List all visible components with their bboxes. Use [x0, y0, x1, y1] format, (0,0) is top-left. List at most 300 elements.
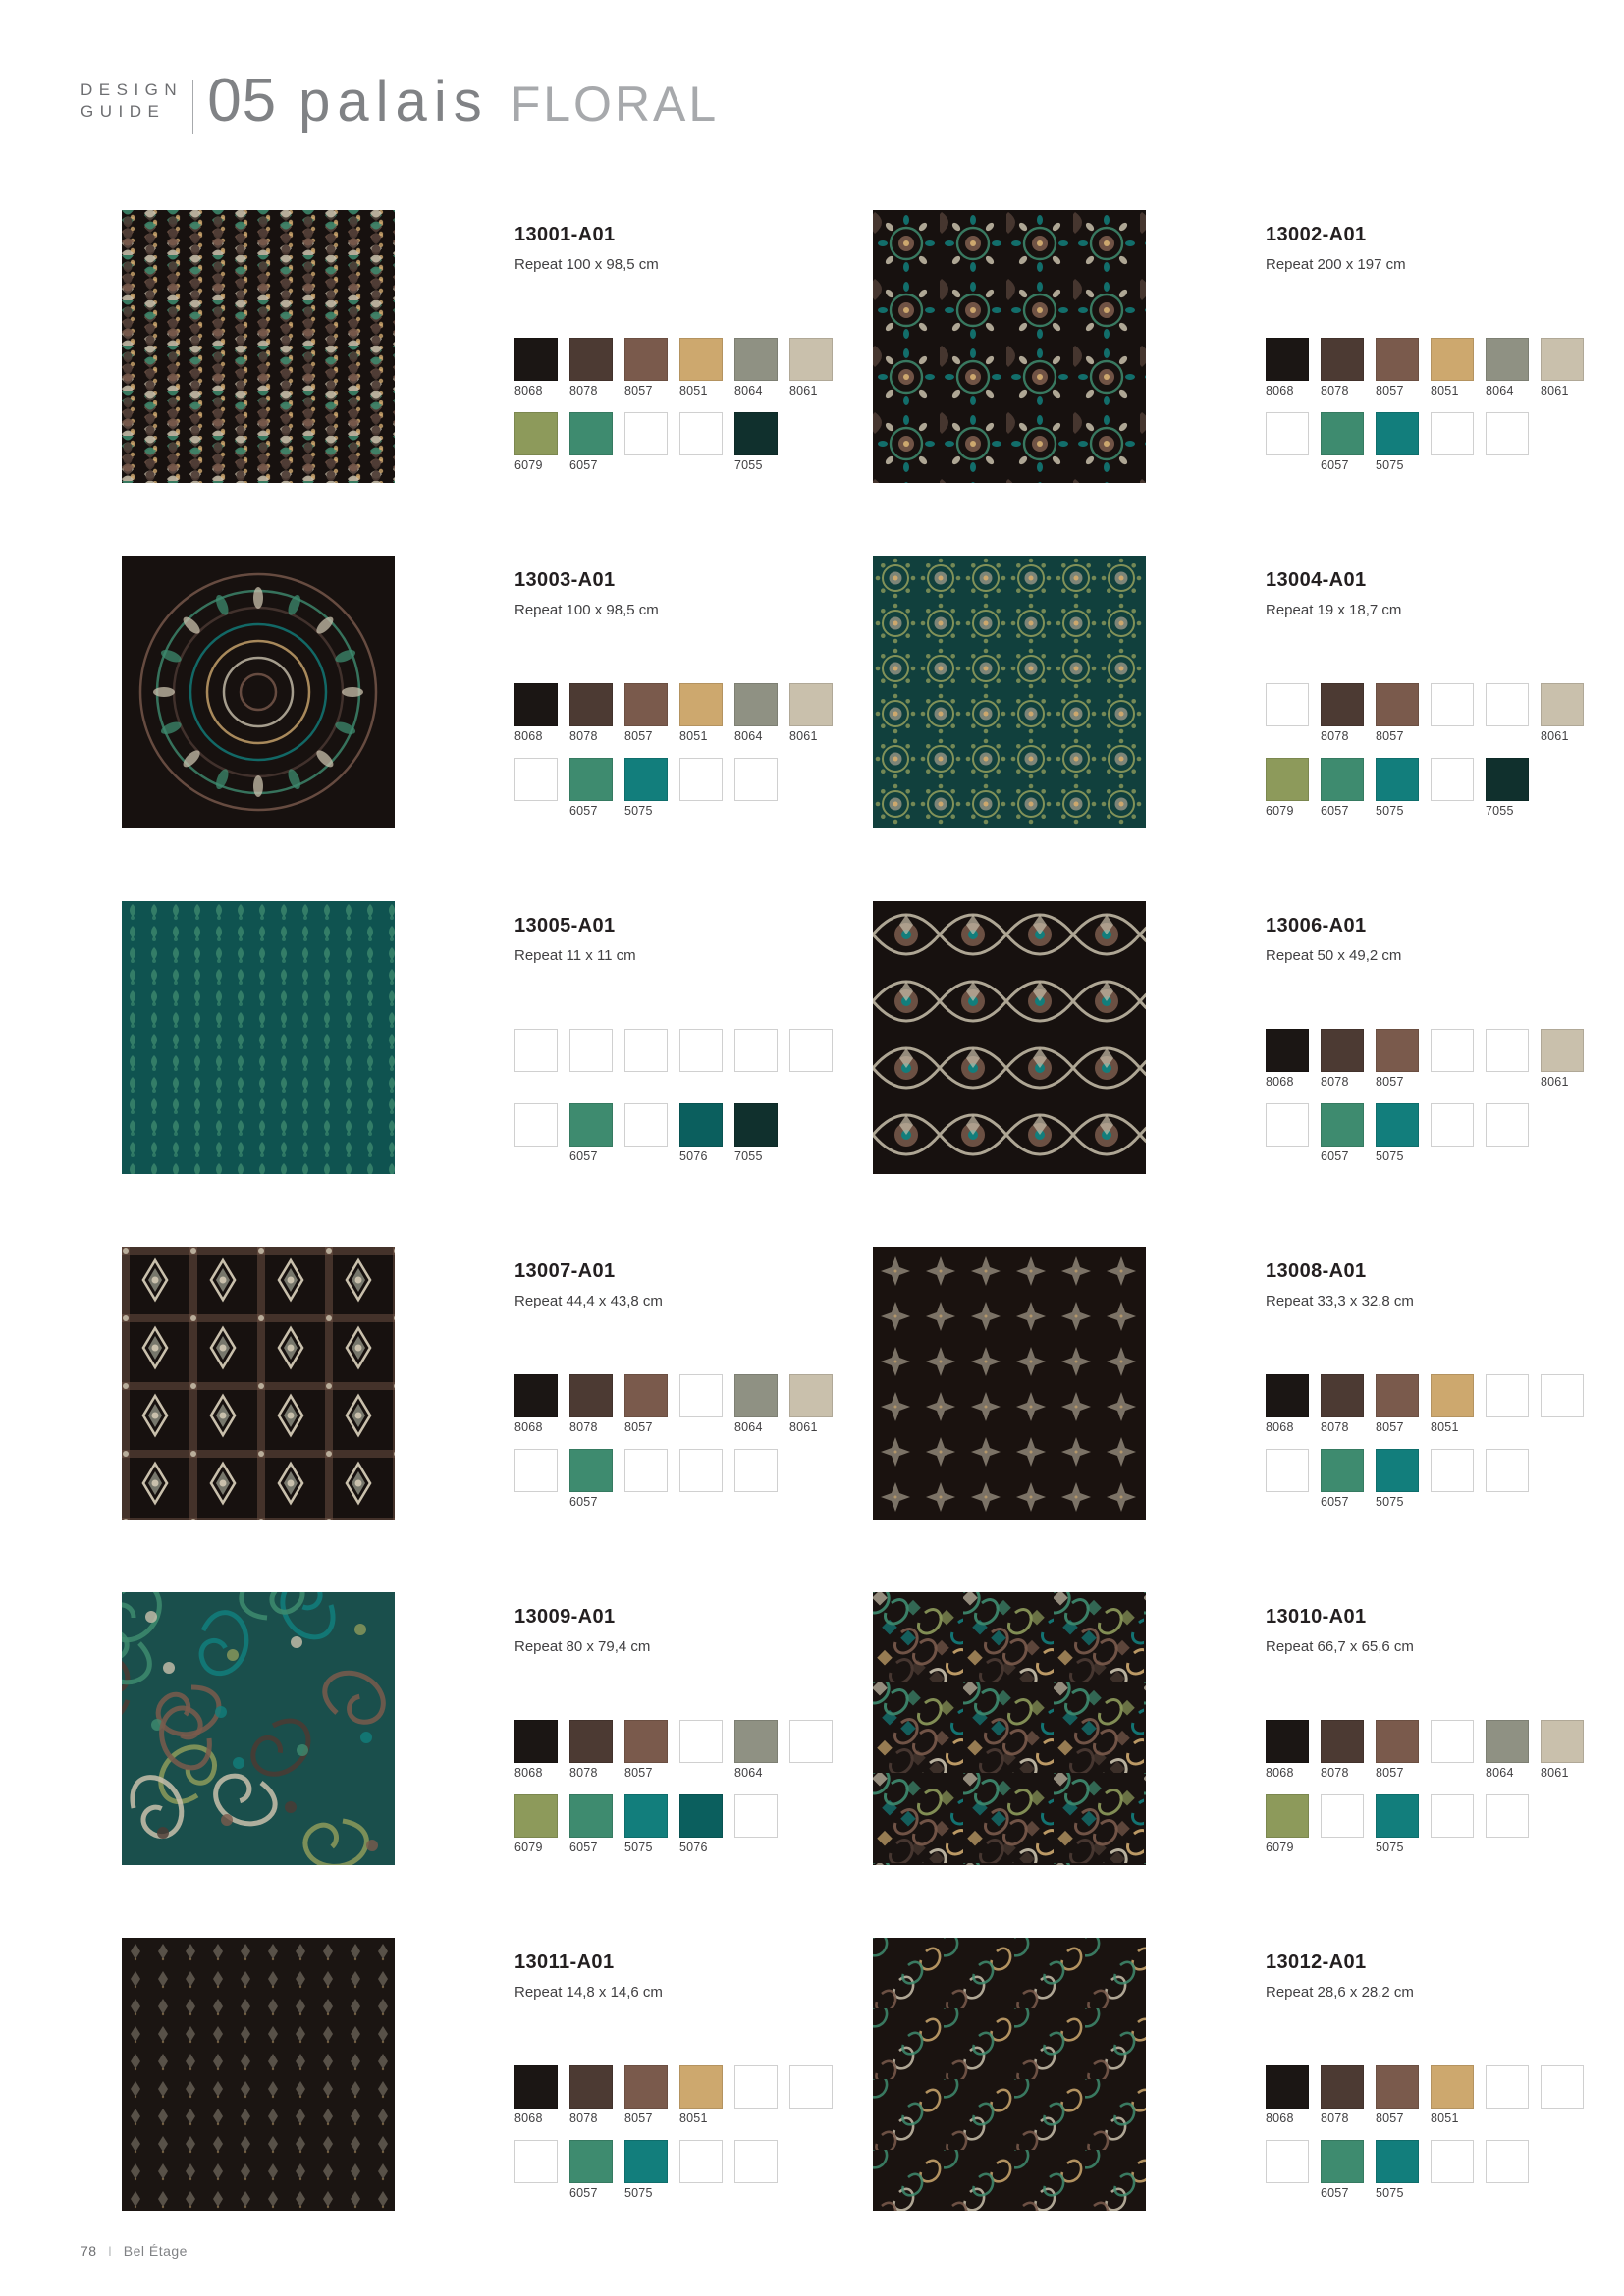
color-chip[interactable]	[1431, 1720, 1474, 1763]
pattern-code: 13006-A01	[1266, 915, 1367, 936]
color-chip[interactable]	[514, 683, 558, 726]
color-chip[interactable]	[1376, 412, 1419, 455]
color-chip-label: 5075	[1376, 458, 1404, 472]
pattern-info	[395, 1247, 873, 1592]
color-chip-cell	[1376, 1029, 1426, 1090]
pattern-swatch-image[interactable]	[122, 210, 395, 483]
color-chip[interactable]	[1486, 1794, 1529, 1838]
color-chip[interactable]	[569, 1029, 613, 1072]
color-chip-label: 8051	[679, 384, 708, 398]
color-chip[interactable]	[624, 412, 668, 455]
color-chip-label: 8051	[679, 2111, 708, 2125]
color-chip[interactable]	[1486, 1449, 1529, 1492]
color-chip[interactable]	[679, 758, 723, 801]
color-chip-cell	[1266, 1449, 1316, 1510]
color-chip[interactable]	[734, 338, 778, 381]
color-chip-label: 8068	[1266, 1766, 1294, 1780]
colorway-list	[514, 1720, 844, 1855]
color-chip[interactable]	[1376, 758, 1419, 801]
pattern-info	[1146, 1938, 1624, 2283]
color-chip-cell	[1431, 412, 1481, 473]
color-chip[interactable]	[1321, 338, 1364, 381]
color-chip[interactable]	[624, 1103, 668, 1147]
color-chip[interactable]	[1486, 1720, 1529, 1763]
color-chip-label: 8078	[569, 729, 598, 743]
color-chip[interactable]	[789, 1029, 833, 1072]
color-chip-label: 8057	[1376, 1766, 1404, 1780]
color-chip[interactable]	[1376, 1720, 1419, 1763]
color-chip-cell	[569, 1449, 620, 1510]
color-chip-label: 8057	[1376, 1420, 1404, 1434]
color-chip-cell	[1376, 1374, 1426, 1435]
color-chip[interactable]	[1376, 1103, 1419, 1147]
color-chip[interactable]	[1486, 2140, 1529, 2183]
color-chip[interactable]	[1376, 1794, 1419, 1838]
pattern-info	[1146, 901, 1624, 1247]
color-chip[interactable]	[734, 1720, 778, 1763]
pattern-info	[1146, 556, 1624, 901]
color-chip-label: 8051	[1431, 1420, 1459, 1434]
color-chip[interactable]	[1486, 338, 1529, 381]
color-chip-cell	[789, 338, 839, 399]
color-chip[interactable]	[569, 338, 613, 381]
color-chip-cell	[734, 1720, 785, 1781]
color-chip[interactable]	[1431, 1374, 1474, 1417]
pattern-grid	[0, 210, 1624, 2283]
color-chip[interactable]	[1376, 1449, 1419, 1492]
colorway-list	[514, 2065, 844, 2201]
color-chip[interactable]	[514, 758, 558, 801]
color-chip-cell	[1321, 1449, 1371, 1510]
color-chip[interactable]	[734, 758, 778, 801]
color-chip[interactable]	[734, 683, 778, 726]
color-chip-cell	[789, 683, 839, 744]
color-chip[interactable]	[1486, 1374, 1529, 1417]
color-chip-cell	[1486, 683, 1536, 744]
color-chip-cell	[569, 1029, 620, 1090]
colorway-row-2	[514, 1794, 844, 1855]
colorway-row-1	[1266, 1029, 1596, 1090]
color-chip-label: 7055	[734, 1149, 763, 1163]
pattern-swatch-image[interactable]	[873, 1938, 1146, 2211]
color-chip[interactable]	[624, 1374, 668, 1417]
color-chip[interactable]	[1266, 1794, 1309, 1838]
color-chip[interactable]	[514, 1449, 558, 1492]
color-chip-cell	[679, 758, 730, 819]
color-chip[interactable]	[569, 1374, 613, 1417]
color-chip[interactable]	[679, 1449, 723, 1492]
color-chip-label: 6079	[1266, 804, 1294, 818]
color-chip[interactable]	[569, 1794, 613, 1838]
pattern-swatch-image[interactable]	[122, 556, 395, 828]
color-chip-cell	[1431, 338, 1481, 399]
color-chip-cell	[679, 1029, 730, 1090]
color-chip-cell	[1376, 683, 1426, 744]
color-chip[interactable]	[734, 1029, 778, 1072]
color-chip[interactable]	[1321, 1029, 1364, 1072]
color-chip[interactable]	[1376, 2065, 1419, 2109]
color-chip[interactable]	[679, 1103, 723, 1147]
color-chip[interactable]	[1376, 338, 1419, 381]
pattern-repeat: Repeat 14,8 x 14,6 cm	[514, 1984, 663, 2001]
color-chip-cell	[679, 683, 730, 744]
pattern-repeat: Repeat 66,7 x 65,6 cm	[1266, 1638, 1414, 1655]
color-chip-cell	[1321, 1103, 1371, 1164]
color-chip[interactable]	[1266, 1029, 1309, 1072]
color-chip-cell	[1431, 1449, 1481, 1510]
pattern-graphic	[873, 1247, 1146, 1520]
color-chip[interactable]	[679, 2140, 723, 2183]
colorway-row-1	[514, 1029, 844, 1090]
pattern-swatch-image[interactable]	[873, 556, 1146, 828]
color-chip-cell	[789, 1029, 839, 1090]
color-chip-label: 8068	[514, 2111, 543, 2125]
pattern-graphic	[122, 1592, 395, 1865]
color-chip[interactable]	[624, 2140, 668, 2183]
color-chip-cell	[1266, 1029, 1316, 1090]
pattern-repeat: Repeat 44,4 x 43,8 cm	[514, 1293, 663, 1309]
color-chip[interactable]	[679, 338, 723, 381]
color-chip[interactable]	[1431, 2065, 1474, 2109]
color-chip-cell	[1266, 683, 1316, 744]
color-chip[interactable]	[789, 338, 833, 381]
color-chip[interactable]	[624, 338, 668, 381]
pattern-repeat: Repeat 50 x 49,2 cm	[1266, 947, 1402, 964]
color-chip-cell	[734, 1449, 785, 1510]
color-chip[interactable]	[734, 2140, 778, 2183]
color-chip[interactable]	[1486, 1029, 1529, 1072]
pattern-card	[873, 901, 1624, 1247]
color-chip[interactable]	[734, 1794, 778, 1838]
color-chip-label: 8064	[1486, 1766, 1514, 1780]
color-chip[interactable]	[1266, 412, 1309, 455]
color-chip[interactable]	[1431, 1449, 1474, 1492]
color-chip-cell	[1376, 338, 1426, 399]
color-chip[interactable]	[734, 1103, 778, 1147]
color-chip[interactable]	[1321, 1103, 1364, 1147]
color-chip[interactable]	[734, 1374, 778, 1417]
pattern-repeat: Repeat 11 x 11 cm	[514, 947, 636, 964]
pattern-card	[122, 556, 873, 901]
color-chip[interactable]	[679, 1374, 723, 1417]
color-chip-cell	[1321, 758, 1371, 819]
pattern-row	[0, 1247, 1624, 1592]
pattern-swatch-image[interactable]	[873, 210, 1146, 483]
color-chip-label: 5075	[624, 1841, 653, 1854]
color-chip-cell	[734, 412, 785, 473]
color-chip-cell	[734, 1029, 785, 1090]
color-chip-label: 8078	[569, 1420, 598, 1434]
color-chip[interactable]	[1486, 758, 1529, 801]
color-chip[interactable]	[1431, 758, 1474, 801]
color-chip[interactable]	[624, 2065, 668, 2109]
color-chip-label: 8068	[514, 1420, 543, 1434]
color-chip-cell	[1266, 412, 1316, 473]
pattern-row	[0, 556, 1624, 901]
color-chip[interactable]	[1266, 683, 1309, 726]
pattern-swatch-image[interactable]	[122, 1938, 395, 2211]
color-chip[interactable]	[1486, 1103, 1529, 1147]
color-chip-label: 5075	[624, 2186, 653, 2200]
color-chip-cell	[624, 2065, 675, 2126]
color-chip[interactable]	[1486, 2065, 1529, 2109]
color-chip-cell	[1376, 2140, 1426, 2201]
color-chip[interactable]	[1266, 1103, 1309, 1147]
color-chip[interactable]	[514, 1029, 558, 1072]
color-chip-cell	[1321, 1029, 1371, 1090]
color-chip[interactable]	[734, 412, 778, 455]
color-chip-cell	[1431, 1103, 1481, 1164]
pattern-code: 13010-A01	[1266, 1606, 1367, 1628]
color-chip-cell	[1486, 1029, 1536, 1090]
color-chip[interactable]	[789, 1374, 833, 1417]
color-chip-cell	[514, 1720, 565, 1781]
color-chip-cell	[624, 1029, 675, 1090]
color-chip[interactable]	[1321, 1449, 1364, 1492]
footer-collection: Bel Étage	[123, 2243, 188, 2259]
color-chip[interactable]	[1266, 1374, 1309, 1417]
color-chip[interactable]	[1431, 338, 1474, 381]
color-chip[interactable]	[569, 412, 613, 455]
color-chip[interactable]	[789, 2065, 833, 2109]
color-chip-cell	[514, 2065, 565, 2126]
color-chip-cell	[1266, 1374, 1316, 1435]
color-chip[interactable]	[624, 683, 668, 726]
color-chip[interactable]	[1321, 683, 1364, 726]
color-chip[interactable]	[734, 1449, 778, 1492]
color-chip[interactable]	[1541, 338, 1584, 381]
color-chip-cell	[1376, 1720, 1426, 1781]
color-chip[interactable]	[514, 2140, 558, 2183]
color-chip-label: 8078	[1321, 729, 1349, 743]
page-footer	[81, 2243, 188, 2259]
color-chip[interactable]	[569, 758, 613, 801]
color-chip-cell	[624, 1374, 675, 1435]
pattern-card	[122, 1247, 873, 1592]
color-chip[interactable]	[624, 1029, 668, 1072]
color-chip[interactable]	[1431, 412, 1474, 455]
color-chip[interactable]	[1486, 683, 1529, 726]
color-chip[interactable]	[1266, 1720, 1309, 1763]
color-chip[interactable]	[1266, 338, 1309, 381]
pattern-graphic	[873, 1592, 1146, 1865]
color-chip-label: 5075	[624, 804, 653, 818]
color-chip[interactable]	[1376, 1029, 1419, 1072]
color-chip[interactable]	[734, 2065, 778, 2109]
color-chip-label: 6079	[1266, 1841, 1294, 1854]
color-chip-cell	[1431, 683, 1481, 744]
color-chip[interactable]	[569, 683, 613, 726]
colorway-row-1	[1266, 338, 1596, 399]
color-chip[interactable]	[1321, 1374, 1364, 1417]
color-chip[interactable]	[1541, 1029, 1584, 1072]
color-chip-cell	[679, 338, 730, 399]
color-chip[interactable]	[1431, 2140, 1474, 2183]
color-chip-cell	[569, 2065, 620, 2126]
color-chip[interactable]	[569, 2065, 613, 2109]
pattern-code: 13002-A01	[1266, 224, 1367, 245]
colorway-row-2	[514, 1449, 844, 1510]
pattern-repeat: Repeat 33,3 x 32,8 cm	[1266, 1293, 1414, 1309]
color-chip-label: 7055	[1486, 804, 1514, 818]
pattern-info	[395, 556, 873, 901]
color-chip-label: 8068	[514, 1766, 543, 1780]
colorway-list	[1266, 1374, 1596, 1510]
color-chip-cell	[1321, 1374, 1371, 1435]
color-chip[interactable]	[569, 2140, 613, 2183]
color-chip[interactable]	[1321, 758, 1364, 801]
color-chip-label: 8068	[514, 384, 543, 398]
color-chip-label: 5075	[1376, 1149, 1404, 1163]
color-chip-label: 6057	[569, 1149, 598, 1163]
color-chip[interactable]	[1266, 1449, 1309, 1492]
pattern-code: 13001-A01	[514, 224, 616, 245]
pattern-graphic	[122, 1938, 395, 2211]
color-chip-cell	[734, 683, 785, 744]
color-chip-label: 8068	[1266, 1075, 1294, 1089]
colorway-row-1	[514, 683, 844, 744]
color-chip[interactable]	[1486, 412, 1529, 455]
color-chip-cell	[1431, 2065, 1481, 2126]
pattern-graphic	[873, 1938, 1146, 2211]
color-chip[interactable]	[624, 758, 668, 801]
color-chip-cell	[1266, 2065, 1316, 2126]
color-chip[interactable]	[1541, 683, 1584, 726]
colorway-list	[514, 338, 844, 473]
color-chip[interactable]	[1266, 2140, 1309, 2183]
color-chip[interactable]	[1541, 1720, 1584, 1763]
colorway-row-1	[514, 2065, 844, 2126]
color-chip[interactable]	[1431, 683, 1474, 726]
colorway-row-1	[1266, 683, 1596, 744]
color-chip[interactable]	[514, 1374, 558, 1417]
color-chip-cell	[679, 1720, 730, 1781]
color-chip-cell	[624, 338, 675, 399]
color-chip[interactable]	[624, 1794, 668, 1838]
color-chip[interactable]	[569, 1720, 613, 1763]
color-chip[interactable]	[679, 1720, 723, 1763]
colorway-row-2	[514, 758, 844, 819]
color-chip-label: 8061	[1541, 384, 1569, 398]
color-chip[interactable]	[569, 1449, 613, 1492]
color-chip-cell	[1321, 412, 1371, 473]
pattern-code: 13009-A01	[514, 1606, 616, 1628]
color-chip[interactable]	[679, 1029, 723, 1072]
color-chip-cell	[569, 1720, 620, 1781]
color-chip[interactable]	[679, 2065, 723, 2109]
color-chip[interactable]	[514, 338, 558, 381]
collection-subtitle: FLORAL	[510, 77, 720, 132]
pattern-card	[122, 1938, 873, 2283]
color-chip-cell	[1431, 1794, 1481, 1855]
color-chip[interactable]	[514, 1794, 558, 1838]
color-chip-label: 8064	[734, 384, 763, 398]
color-chip-cell	[1486, 1374, 1536, 1435]
color-chip-label: 8051	[679, 729, 708, 743]
color-chip-label: 5075	[1376, 804, 1404, 818]
color-chip-label: 6079	[514, 1841, 543, 1854]
color-chip-cell	[734, 1374, 785, 1435]
color-chip-cell	[734, 758, 785, 819]
color-chip-label: 8051	[1431, 2111, 1459, 2125]
design-guide-label	[81, 80, 193, 134]
color-chip[interactable]	[514, 1720, 558, 1763]
color-chip-label: 8078	[569, 1766, 598, 1780]
color-chip[interactable]	[679, 412, 723, 455]
color-chip-cell	[1541, 1720, 1591, 1781]
color-chip-cell	[789, 1720, 839, 1781]
pattern-info	[395, 210, 873, 556]
color-chip[interactable]	[1321, 2140, 1364, 2183]
color-chip-label: 8068	[1266, 1420, 1294, 1434]
color-chip-cell	[1541, 1029, 1591, 1090]
pattern-repeat: Repeat 100 x 98,5 cm	[514, 256, 659, 273]
color-chip[interactable]	[514, 1103, 558, 1147]
pattern-swatch-image[interactable]	[122, 901, 395, 1174]
color-chip[interactable]	[1321, 412, 1364, 455]
color-chip-cell	[1266, 2140, 1316, 2201]
color-chip[interactable]	[679, 1794, 723, 1838]
color-chip[interactable]	[679, 683, 723, 726]
color-chip[interactable]	[789, 1720, 833, 1763]
color-chip[interactable]	[514, 2065, 558, 2109]
color-chip[interactable]	[1266, 2065, 1309, 2109]
color-chip-label: 8068	[514, 729, 543, 743]
pattern-swatch-image[interactable]	[873, 1247, 1146, 1520]
color-chip[interactable]	[514, 412, 558, 455]
color-chip[interactable]	[1431, 1029, 1474, 1072]
colorway-row-2	[1266, 1449, 1596, 1510]
colorway-list	[1266, 2065, 1596, 2201]
color-chip[interactable]	[1431, 1103, 1474, 1147]
color-chip-cell	[1266, 1794, 1316, 1855]
color-chip-cell	[734, 1794, 785, 1855]
color-chip[interactable]	[1541, 1374, 1584, 1417]
pattern-swatch-image[interactable]	[122, 1592, 395, 1865]
color-chip[interactable]	[569, 1103, 613, 1147]
collection-number: 05	[207, 67, 278, 134]
color-chip-cell	[1486, 2140, 1536, 2201]
color-chip-label: 5075	[1376, 2186, 1404, 2200]
color-chip-cell	[1376, 2065, 1426, 2126]
color-chip[interactable]	[1376, 2140, 1419, 2183]
pattern-code: 13007-A01	[514, 1260, 616, 1282]
color-chip[interactable]	[624, 1720, 668, 1763]
color-chip-cell	[734, 1103, 785, 1164]
color-chip[interactable]	[1376, 683, 1419, 726]
pattern-swatch-image[interactable]	[873, 1592, 1146, 1865]
color-chip[interactable]	[1376, 1374, 1419, 1417]
color-chip[interactable]	[1541, 2065, 1584, 2109]
color-chip-cell	[1376, 758, 1426, 819]
color-chip-cell	[679, 1103, 730, 1164]
color-chip-cell	[1431, 758, 1481, 819]
color-chip[interactable]	[1266, 758, 1309, 801]
color-chip-cell	[514, 338, 565, 399]
color-chip[interactable]	[1321, 1720, 1364, 1763]
color-chip[interactable]	[1321, 2065, 1364, 2109]
color-chip-label: 6079	[514, 458, 543, 472]
pattern-swatch-image[interactable]	[873, 901, 1146, 1174]
pattern-swatch-image[interactable]	[122, 1247, 395, 1520]
color-chip[interactable]	[1431, 1794, 1474, 1838]
color-chip[interactable]	[789, 683, 833, 726]
color-chip-cell	[514, 2140, 565, 2201]
color-chip-label: 8078	[1321, 1075, 1349, 1089]
color-chip-cell	[1376, 1794, 1426, 1855]
color-chip[interactable]	[1321, 1794, 1364, 1838]
color-chip[interactable]	[624, 1449, 668, 1492]
